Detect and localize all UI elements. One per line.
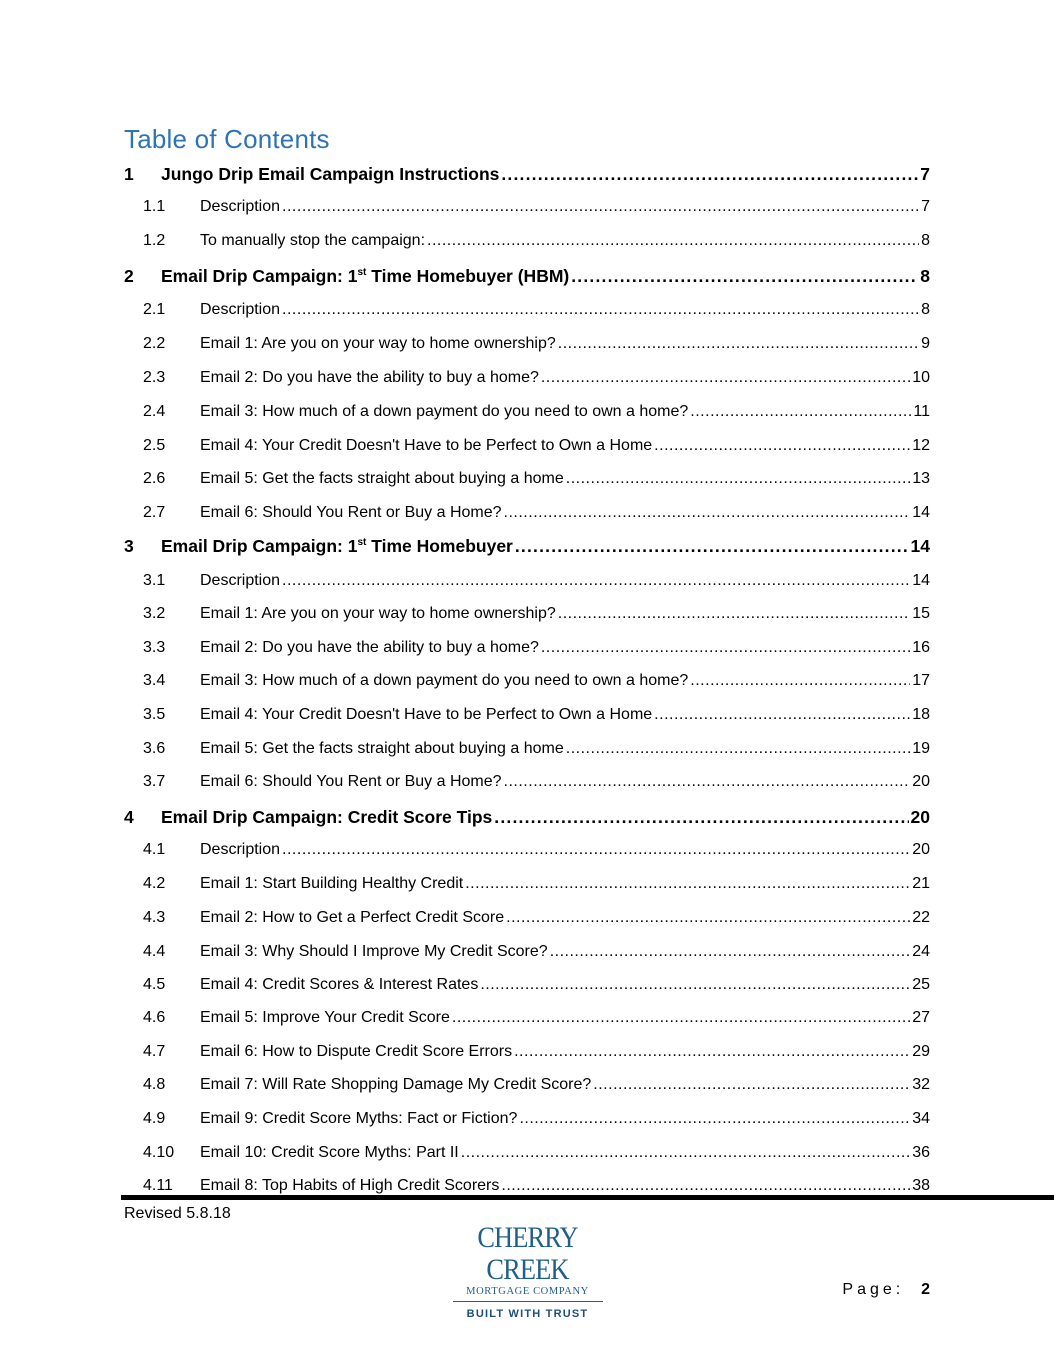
- page-label: Page:: [842, 1281, 905, 1298]
- toc-entry-page: 25: [912, 976, 930, 993]
- toc-entry-number: 1: [124, 164, 134, 184]
- toc-subsection-entry[interactable]: [143, 943, 930, 961]
- toc-dot-leader: [690, 403, 911, 421]
- toc-entry-title: Email 4: Your Credit Doesn't Have to be Perfect to Own a Home: [200, 706, 653, 723]
- toc-entry-title: [161, 266, 569, 287]
- toc-entry-title: Email 5: Get the facts straight about buying a home: [200, 470, 564, 487]
- toc-dot-leader: [461, 1144, 910, 1162]
- toc-entry-page: 14: [910, 536, 930, 556]
- toc-entry-number: 4.1: [143, 841, 166, 858]
- toc-entry-number: 3.2: [143, 605, 166, 622]
- toc-subsection-entry[interactable]: [143, 1177, 930, 1195]
- toc-dot-leader: [506, 909, 910, 927]
- toc-subsection-entry[interactable]: [143, 1076, 930, 1094]
- toc-entry-page: 14: [912, 572, 930, 589]
- toc-entry-title: Description: [200, 301, 281, 318]
- toc-section-entry[interactable]: [124, 164, 930, 185]
- toc-entry-title: Email 5: Get the facts straight about buying a home: [200, 740, 564, 757]
- toc-dot-leader: [558, 605, 910, 623]
- toc-dot-leader: [514, 1043, 910, 1061]
- toc-entry-page: 24: [912, 943, 930, 960]
- toc-subsection-entry[interactable]: [143, 773, 930, 791]
- toc-entry-number: 1.1: [143, 198, 166, 215]
- toc-entry-number: 3.3: [143, 639, 166, 656]
- toc-entry-number: 4.10: [143, 1144, 175, 1161]
- toc-entry-title: Email 6: Should You Rent or Buy a Home?: [200, 773, 502, 790]
- toc-subsection-entry[interactable]: [143, 369, 930, 387]
- toc-section-entry[interactable]: [124, 536, 930, 557]
- toc-entry-number: 4.5: [143, 976, 166, 993]
- toc-subsection-entry[interactable]: [143, 301, 930, 319]
- toc-entry-title: Email 2: Do you have the ability to buy a home?: [200, 369, 539, 386]
- toc-entry-title: Description: [200, 198, 281, 215]
- toc-dot-leader: [558, 335, 919, 353]
- page-number-value: 2: [921, 1281, 930, 1298]
- toc-dot-leader: [566, 470, 910, 488]
- toc-entry-page: 34: [912, 1110, 930, 1127]
- toc-entry-page: 7: [921, 198, 930, 215]
- logo-divider: [453, 1301, 603, 1302]
- toc-section-entry[interactable]: [124, 266, 930, 287]
- toc-dot-leader: [282, 572, 910, 590]
- toc-entry-page: 11: [913, 403, 930, 420]
- toc-subsection-entry[interactable]: [143, 909, 930, 927]
- toc-dot-leader: [480, 976, 910, 994]
- toc-dot-leader: [504, 773, 911, 791]
- toc-entry-title: Email 1: Are you on your way to home ownership?: [200, 605, 556, 622]
- toc-subsection-entry[interactable]: [143, 572, 930, 590]
- toc-entry-number: 4.4: [143, 943, 166, 960]
- toc-entry-title: Email 3: How much of a down payment do you need to own a home?: [200, 403, 689, 420]
- toc-entry-number: 2.4: [143, 403, 166, 420]
- toc-subsection-entry[interactable]: [143, 335, 930, 353]
- toc-entry-page: 14: [912, 504, 930, 521]
- toc-dot-leader: [515, 536, 909, 557]
- toc-subsection-entry[interactable]: [143, 841, 930, 859]
- toc-entry-title: [161, 536, 513, 557]
- toc-entry-page: 27: [912, 1009, 930, 1026]
- toc-entry-number: 3.7: [143, 773, 166, 790]
- toc-dot-leader: [550, 943, 911, 961]
- toc-subsection-entry[interactable]: [143, 470, 930, 488]
- toc-subsection-entry[interactable]: [143, 232, 930, 250]
- toc-dot-leader: [566, 740, 910, 758]
- toc-entry-number: 4.6: [143, 1009, 166, 1026]
- toc-entry-title-part: Email Drip Campaign: 1: [161, 266, 358, 286]
- toc-entry-page: 36: [912, 1144, 930, 1161]
- toc-entry-title-part: Email Drip Campaign: 1: [161, 536, 358, 556]
- toc-entry-page: 15: [912, 605, 930, 622]
- toc-entry-title: To manually stop the campaign:: [200, 232, 426, 249]
- toc-entry-title: Description: [200, 841, 281, 858]
- toc-entry-page: 18: [912, 706, 930, 723]
- toc-subsection-entry[interactable]: [143, 672, 930, 690]
- toc-dot-leader: [427, 232, 919, 250]
- toc-dot-leader: [519, 1110, 910, 1128]
- toc-entry-number: 2.3: [143, 369, 166, 386]
- toc-entry-number: 3.6: [143, 740, 166, 757]
- footer-divider: [121, 1195, 1054, 1200]
- toc-subsection-entry[interactable]: [143, 740, 930, 758]
- toc-entry-page: 7: [920, 164, 930, 184]
- toc-entry-title: Email 6: Should You Rent or Buy a Home?: [200, 504, 502, 521]
- toc-entry-title: Email 3: Why Should I Improve My Credit Score?: [200, 943, 548, 960]
- toc-entry-page: 17: [912, 672, 930, 689]
- toc-subsection-entry[interactable]: [143, 1043, 930, 1061]
- toc-entry-page: 13: [912, 470, 930, 487]
- toc-entry-number: 2.2: [143, 335, 166, 352]
- toc-entry-number: 3.5: [143, 706, 166, 723]
- toc-entry-number: 3: [124, 536, 134, 556]
- toc-subsection-entry[interactable]: [143, 504, 930, 522]
- toc-subsection-entry[interactable]: [143, 1144, 930, 1162]
- toc-subsection-entry[interactable]: [143, 706, 930, 724]
- toc-entry-title: Email 2: Do you have the ability to buy a home?: [200, 639, 539, 656]
- toc-entry-superscript: st: [357, 267, 367, 279]
- toc-section-entry[interactable]: [124, 807, 930, 828]
- toc-dot-leader: [452, 1009, 910, 1027]
- toc-entry-title: Email 4: Credit Scores & Interest Rates: [200, 976, 479, 993]
- toc-entry-page: 38: [912, 1177, 930, 1194]
- toc-entry-number: 2.1: [143, 301, 166, 318]
- toc-entry-page: 19: [912, 740, 930, 757]
- revised-date: Revised 5.8.18: [124, 1205, 231, 1222]
- toc-entry-title: Description: [200, 572, 281, 589]
- toc-dot-leader: [465, 875, 910, 893]
- toc-entry-title: Email 7: Will Rate Shopping Damage My Credit Score?: [200, 1076, 592, 1093]
- toc-entry-number: 4: [124, 807, 134, 827]
- toc-entry-page: 32: [912, 1076, 930, 1093]
- toc-entry-title: Email 3: How much of a down payment do you need to own a home?: [200, 672, 689, 689]
- toc-subsection-entry[interactable]: [143, 437, 930, 455]
- toc-dot-leader: [282, 841, 910, 859]
- toc-entry-number: 2.7: [143, 504, 166, 521]
- toc-dot-leader: [282, 198, 919, 216]
- toc-entry-page: 12: [912, 437, 930, 454]
- toc-subsection-entry[interactable]: [143, 1009, 930, 1027]
- toc-entry-title-part: Time Homebuyer: [366, 536, 513, 556]
- company-logo: [440, 1222, 615, 1320]
- toc-entry-title: Email 9: Credit Score Myths: Fact or Fiction?: [200, 1110, 518, 1127]
- logo-sub-text: MORTGAGE COMPANY: [466, 1286, 589, 1297]
- toc-entry-page: 16: [912, 639, 930, 656]
- toc-entry-title: Email 4: Your Credit Doesn't Have to be Perfect to Own a Home: [200, 437, 653, 454]
- toc-dot-leader: [690, 672, 910, 690]
- toc-dot-leader: [541, 639, 910, 657]
- toc-entry-number: 2: [124, 266, 134, 286]
- toc-entry-number: 2.6: [143, 470, 166, 487]
- toc-dot-leader: [654, 706, 910, 724]
- toc-entry-number: 2.5: [143, 437, 166, 454]
- toc-entry-page: 20: [912, 773, 930, 790]
- toc-entry-page: 9: [921, 335, 930, 352]
- toc-dot-leader: [593, 1076, 910, 1094]
- toc-dot-leader: [571, 266, 918, 287]
- toc-dot-leader: [494, 807, 908, 828]
- toc-entry-title: Email 1: Start Building Healthy Credit: [200, 875, 464, 892]
- toc-subsection-entry[interactable]: [143, 198, 930, 216]
- toc-dot-leader: [501, 1177, 910, 1195]
- toc-entry-title: Email 6: How to Dispute Credit Score Errors: [200, 1043, 513, 1060]
- toc-dot-leader: [282, 301, 919, 319]
- toc-subsection-entry[interactable]: [143, 1110, 930, 1128]
- toc-entry-number: 4.11: [143, 1177, 173, 1194]
- toc-subsection-entry[interactable]: [143, 605, 930, 623]
- toc-entry-superscript: st: [357, 537, 367, 549]
- toc-entry-number: 4.8: [143, 1076, 166, 1093]
- toc-entry-title: Email Drip Campaign: Credit Score Tips: [161, 807, 493, 827]
- logo-tagline: BUILT WITH TRUST: [466, 1308, 589, 1320]
- toc-entry-page: 29: [912, 1043, 930, 1060]
- page-title: Table of Contents: [124, 124, 330, 154]
- toc-entry-title: Email 8: Top Habits of High Credit Scorers: [200, 1177, 500, 1194]
- toc-dot-leader: [501, 164, 918, 185]
- toc-entry-page: 10: [912, 369, 930, 386]
- toc-dot-leader: [504, 504, 911, 522]
- toc-entry-title: Email 5: Improve Your Credit Score: [200, 1009, 450, 1026]
- toc-entry-page: 21: [912, 875, 930, 892]
- toc-entry-page: 8: [920, 266, 930, 286]
- toc-entry-number: 3.4: [143, 672, 166, 689]
- toc-entry-page: 22: [912, 909, 930, 926]
- toc-dot-leader: [541, 369, 910, 387]
- toc-entry-title: Email 10: Credit Score Myths: Part II: [200, 1144, 459, 1161]
- toc-entry-number: 4.9: [143, 1110, 166, 1127]
- toc-entry-title: Email 1: Are you on your way to home ownership?: [200, 335, 556, 352]
- toc-entry-title: Jungo Drip Email Campaign Instructions: [161, 164, 500, 184]
- toc-entry-number: 1.2: [143, 232, 166, 249]
- toc-entry-number: 4.3: [143, 909, 166, 926]
- page-number: [842, 1281, 930, 1299]
- toc-subsection-entry[interactable]: [143, 639, 930, 657]
- toc-entry-title: Email 2: How to Get a Perfect Credit Score: [200, 909, 505, 926]
- toc-entry-number: 4.7: [143, 1043, 166, 1060]
- toc-entry-page: 20: [910, 807, 930, 827]
- toc-entry-number: 4.2: [143, 875, 166, 892]
- toc-dot-leader: [654, 437, 910, 455]
- toc-entry-page: 8: [921, 301, 930, 318]
- toc-subsection-entry[interactable]: [143, 976, 930, 994]
- toc-subsection-entry[interactable]: [143, 875, 930, 893]
- logo-main-text: CHERRY CREEK: [477, 1221, 578, 1286]
- toc-entry-page: 8: [921, 232, 930, 249]
- toc-entry-page: 20: [912, 841, 930, 858]
- toc-entry-title-part: Time Homebuyer (HBM): [366, 266, 570, 286]
- toc-entry-number: 3.1: [143, 572, 166, 589]
- toc-subsection-entry[interactable]: [143, 403, 930, 421]
